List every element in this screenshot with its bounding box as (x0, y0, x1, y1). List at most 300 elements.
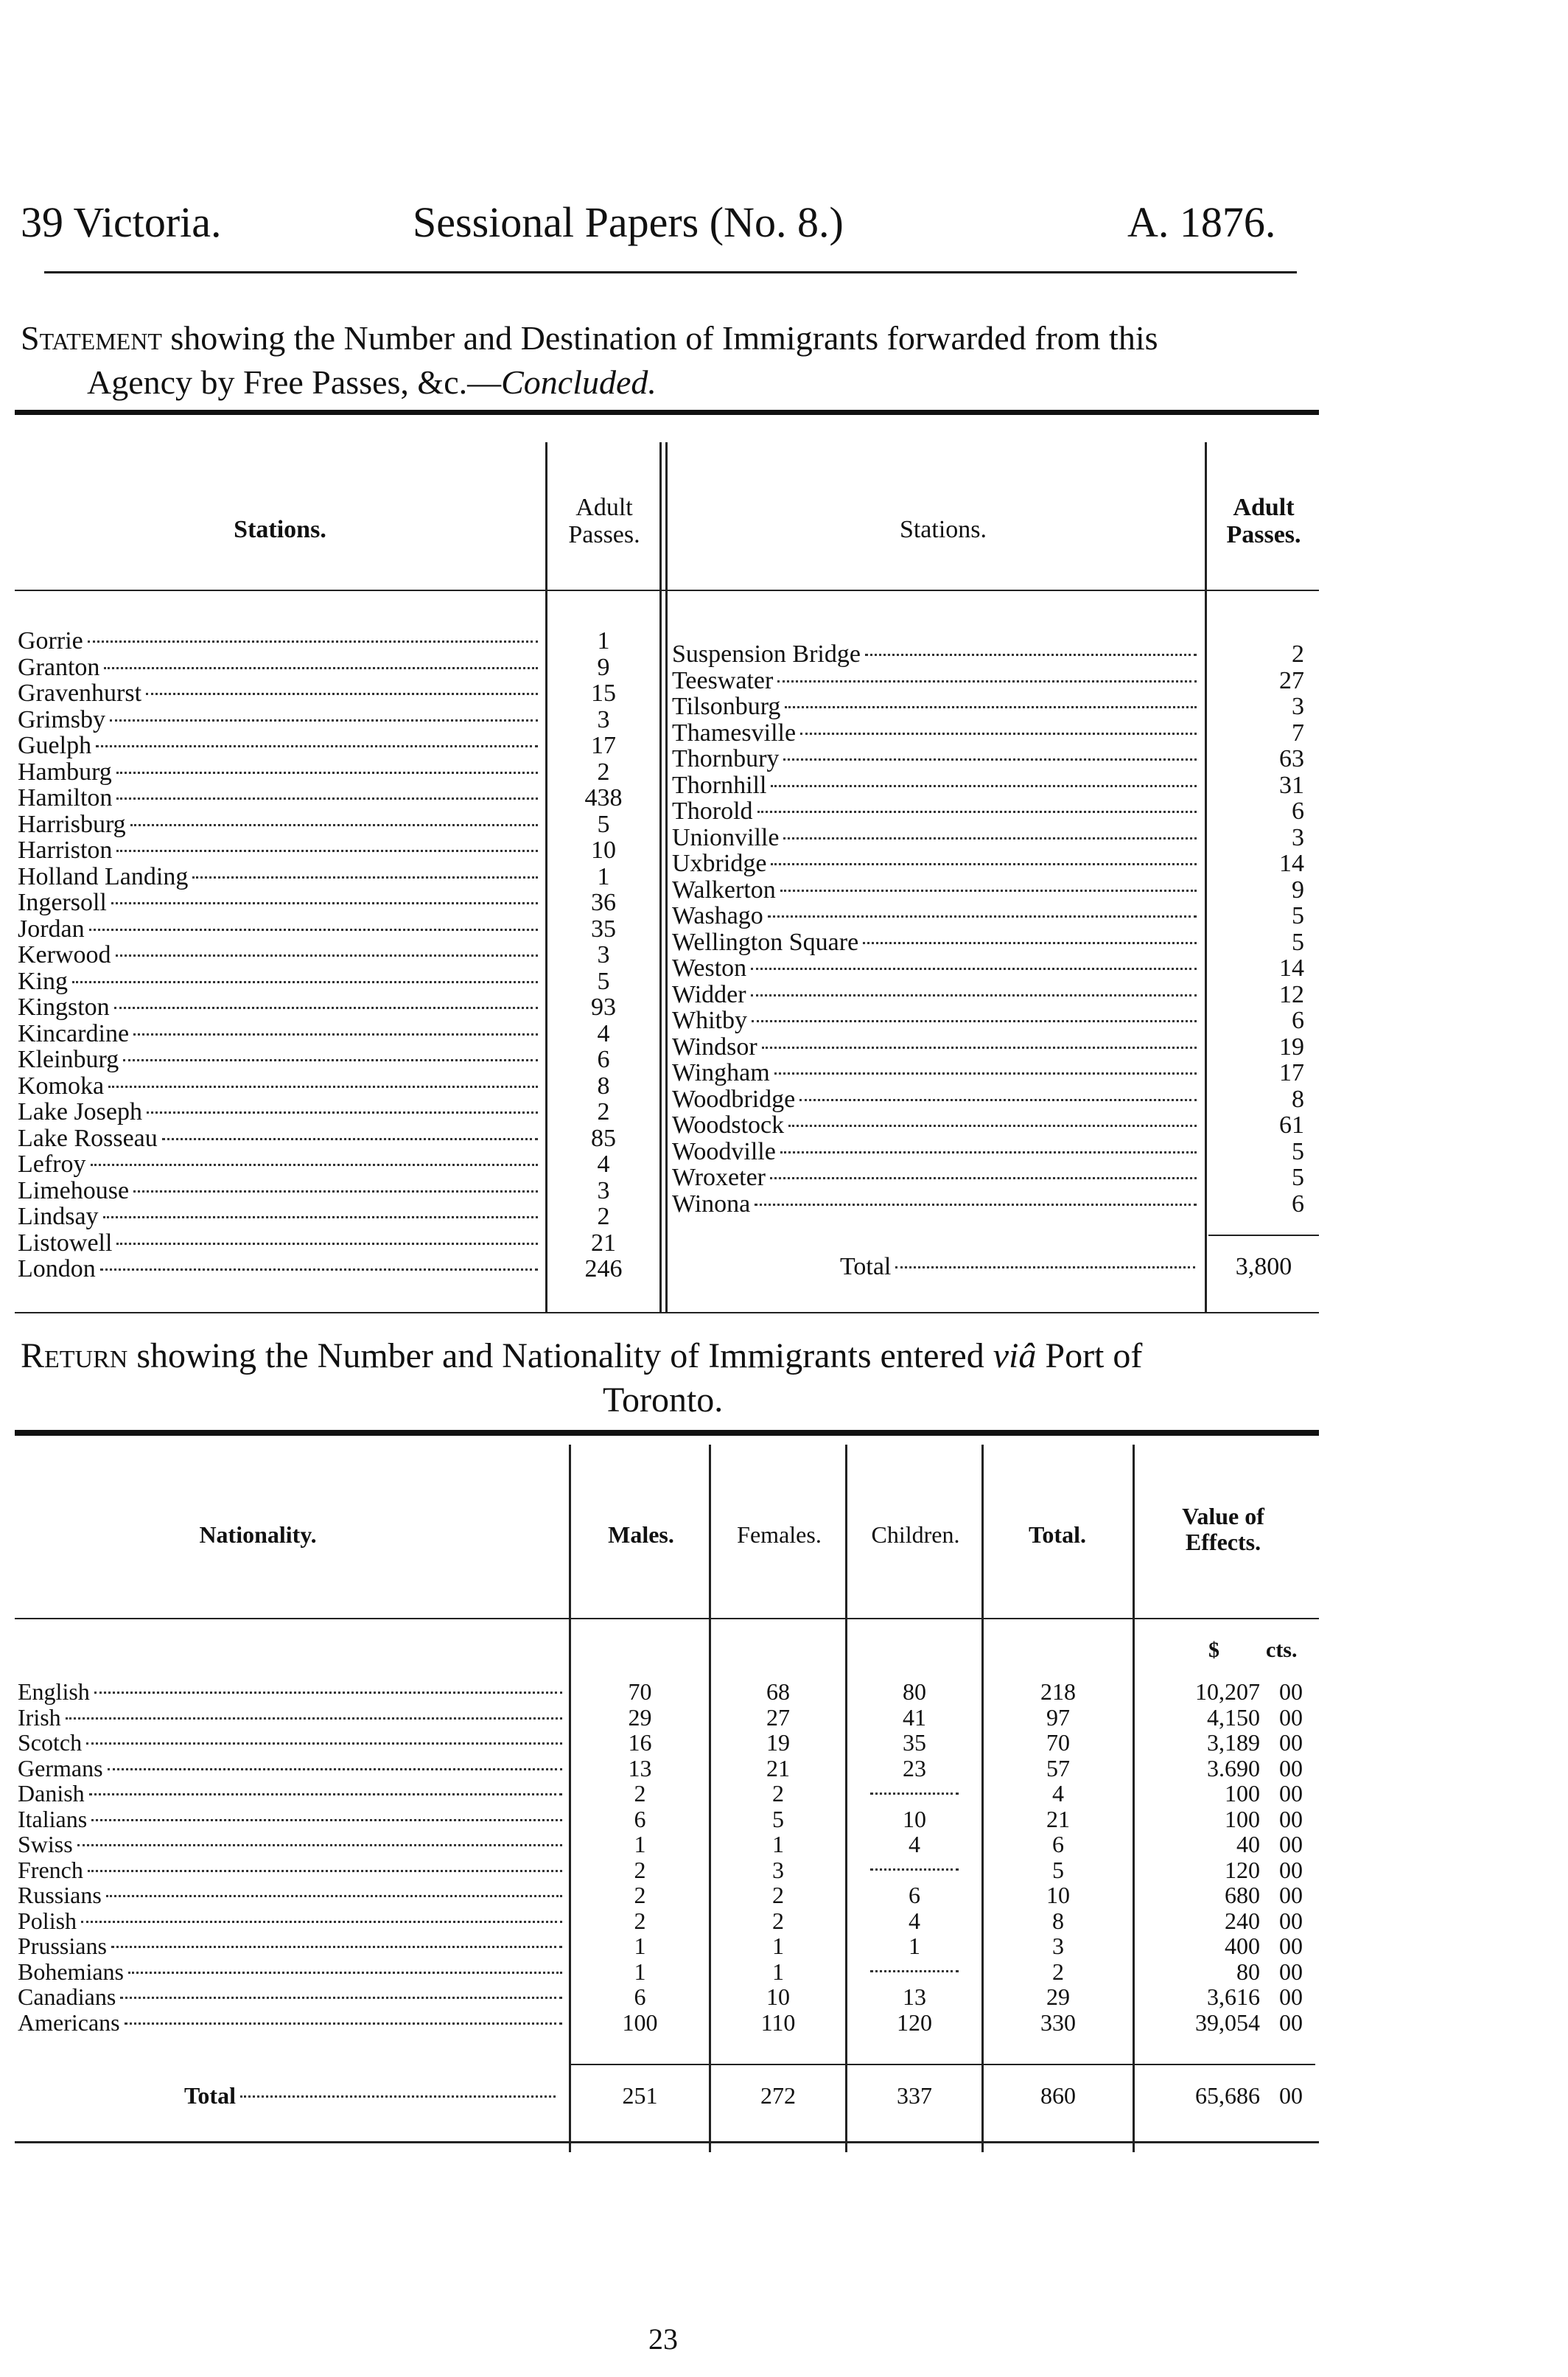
return-total-label: Total (184, 2082, 236, 2109)
return-dollars-col (1135, 1679, 1260, 2035)
leader-dots (777, 680, 1197, 683)
leader-dots (116, 850, 538, 852)
empty-dots (870, 1970, 959, 1972)
list-item (672, 1139, 1201, 1165)
header-right: A. 1876. (1127, 198, 1276, 246)
nationality-name: English (18, 1679, 90, 1705)
passes-label-1: Passes. (568, 521, 640, 549)
list-item (18, 680, 542, 707)
leader-dots (116, 772, 538, 774)
list-item (18, 1073, 542, 1100)
total-value: 70 (1046, 1729, 1070, 1756)
leader-dots (783, 758, 1197, 761)
leader-dots (103, 1216, 538, 1218)
station-name: Unionville (672, 824, 780, 851)
statement-top-rule (15, 410, 1319, 415)
children-value: 35 (903, 1729, 926, 1756)
dollars-value: 40 (1236, 1831, 1260, 1857)
leader-dots (120, 1997, 562, 1999)
statement-title (21, 318, 1158, 357)
list-item (672, 641, 1201, 668)
value-label-2: Effects. (1185, 1529, 1261, 1556)
dollars-value: 680 (1225, 1882, 1260, 1908)
males-value: 70 (628, 1678, 652, 1705)
table-row (18, 1705, 567, 1731)
list-item (672, 825, 1201, 851)
table-row (18, 1908, 567, 1934)
station-name: Kleinburg (18, 1047, 119, 1073)
leader-dots (770, 1177, 1197, 1179)
list-item (18, 1204, 542, 1230)
passes-value: 17 (1279, 1059, 1304, 1086)
passes-value: 15 (591, 680, 616, 707)
total-value: 6 (1052, 1831, 1064, 1857)
leader-dots (96, 745, 538, 747)
return-females-col (711, 1679, 845, 2035)
station-name: Winona (672, 1190, 751, 1217)
leader-dots (800, 733, 1197, 735)
return-total-col (984, 1679, 1133, 2035)
dollars-value: 3.690 (1207, 1754, 1260, 1781)
statement-vline-3 (665, 442, 668, 1312)
cents-value: 00 (1279, 1882, 1303, 1908)
females-value: 5 (772, 1805, 784, 1832)
statement-bottom-rule (15, 1312, 1319, 1313)
list-item (672, 772, 1201, 799)
cents-value: 00 (1279, 1933, 1303, 1959)
station-name: Thornhill (672, 772, 767, 798)
females-value: 1 (772, 1958, 784, 1985)
passes-value: 3 (597, 941, 610, 968)
leader-dots (88, 641, 538, 643)
passes-value: 5 (1292, 1164, 1304, 1191)
passes-value: 61 (1279, 1111, 1304, 1139)
dollars-value: 400 (1225, 1933, 1260, 1959)
nationality-name: French (18, 1857, 83, 1882)
total-value: 5 (1052, 1856, 1064, 1883)
units-cents: cts. (1266, 1638, 1298, 1662)
station-name: Kincardine (18, 1020, 130, 1047)
adult-label-2: Adult (1233, 494, 1295, 521)
males-value: 29 (628, 1703, 652, 1731)
passes-value: 63 (1279, 745, 1304, 772)
statement-title-lead: Statement (21, 319, 162, 357)
females-value: 27 (766, 1703, 790, 1731)
list-item (18, 1099, 542, 1125)
leader-dots (91, 1819, 562, 1821)
table-row (18, 2010, 567, 2036)
passes-value: 17 (591, 732, 616, 759)
station-name: Woodville (672, 1138, 776, 1165)
list-item (18, 837, 542, 864)
list-item (18, 785, 542, 811)
leader-dots (114, 1007, 538, 1009)
males-value: 2 (634, 1907, 646, 1934)
dollars-value: 120 (1225, 1856, 1260, 1883)
list-item (18, 1256, 542, 1282)
station-name: Lindsay (18, 1204, 99, 1230)
list-item (18, 968, 542, 995)
leader-dots (133, 1190, 538, 1193)
leader-dots (100, 1268, 538, 1271)
table-row (18, 1933, 567, 1959)
return-bottom-rule (15, 2141, 1319, 2143)
return-total-cents: 00 (1279, 2082, 1303, 2109)
passes-value: 5 (1292, 1137, 1304, 1165)
list-item (18, 1230, 542, 1257)
list-item (672, 877, 1201, 904)
station-name: Listowell (18, 1229, 113, 1256)
return-title-lead: Return (21, 1336, 128, 1375)
total-value: 330 (1040, 2008, 1076, 2036)
passes-value: 35 (591, 915, 616, 943)
table-row (18, 1832, 567, 1857)
adult-label-1: Adult (575, 494, 633, 521)
females-value: 19 (766, 1729, 790, 1756)
cents-value: 00 (1279, 1729, 1303, 1756)
units-dollar: $ (1208, 1638, 1219, 1662)
nationality-name: Bohemians (18, 1958, 124, 1984)
children-value: 10 (903, 1805, 926, 1832)
table-row (18, 1781, 567, 1807)
list-item (18, 1151, 542, 1178)
header-rule (44, 271, 1297, 273)
station-name: Harrisburg (18, 811, 126, 837)
passes-value: 246 (584, 1255, 623, 1282)
table-row (18, 1984, 567, 2010)
passes-value: 2 (597, 758, 610, 786)
cents-value: 00 (1279, 2008, 1303, 2036)
cents-value: 00 (1279, 1907, 1303, 1934)
list-item (18, 707, 542, 733)
males-value: 2 (634, 1780, 646, 1807)
return-cents-col (1269, 1679, 1313, 2035)
list-item (672, 798, 1201, 825)
list-item (672, 1060, 1201, 1086)
list-item (672, 955, 1201, 982)
station-name: Granton (18, 654, 100, 680)
leader-dots (104, 667, 538, 669)
station-name: Wroxeter (672, 1165, 766, 1191)
passes-value: 5 (1292, 928, 1304, 956)
empty-dots (870, 1868, 959, 1871)
leader-dots (116, 797, 538, 800)
list-item (672, 929, 1201, 956)
dollars-value: 100 (1225, 1780, 1260, 1807)
table-row (18, 1756, 567, 1781)
station-name: Windsor (672, 1033, 757, 1060)
statement-vline-1 (545, 442, 547, 1312)
station-name: Wingham (672, 1060, 770, 1086)
passes-value: 6 (1292, 797, 1304, 825)
list-item (672, 1086, 1201, 1113)
list-item (18, 1125, 542, 1152)
passes-value: 6 (1292, 1190, 1304, 1218)
cents-value: 00 (1279, 1780, 1303, 1807)
passes-value: 21 (591, 1229, 616, 1257)
cents-value: 00 (1279, 1754, 1303, 1781)
list-item (18, 628, 542, 655)
page-number: 23 (648, 2322, 678, 2356)
list-item (672, 1165, 1201, 1191)
females-value: 1 (772, 1831, 784, 1857)
females-value: 110 (760, 2008, 796, 2036)
list-item (18, 942, 542, 968)
statement-total-rule (1208, 1235, 1319, 1236)
leader-dots (133, 1033, 538, 1036)
leader-dots (72, 981, 538, 983)
males-value: 2 (634, 1882, 646, 1908)
statement-title-line2-text: Agency by Free Passes, &c.— (87, 363, 502, 401)
leader-dots (788, 1125, 1197, 1127)
passes-value: 9 (1292, 876, 1304, 904)
station-name: Tilsonburg (672, 694, 781, 720)
nationality-name: Danish (18, 1781, 85, 1807)
leader-dots (123, 1059, 538, 1061)
list-item (672, 746, 1201, 772)
return-total-females: 272 (760, 2082, 796, 2109)
passes-value: 1 (597, 862, 610, 890)
leader-dots (863, 942, 1197, 944)
station-name: Lake Joseph (18, 1099, 143, 1125)
leader-dots (751, 994, 1197, 996)
females-value: 21 (766, 1754, 790, 1781)
station-name: Komoka (18, 1072, 105, 1099)
list-item (672, 1191, 1201, 1218)
statement-left-list (18, 628, 542, 1282)
station-name: Woodstock (672, 1112, 785, 1139)
leader-dots (146, 693, 538, 695)
station-name: Weston (672, 955, 747, 982)
station-name: Hamilton (18, 785, 113, 811)
nationality-name: Canadians (18, 1984, 116, 2010)
leader-dots (106, 1895, 562, 1897)
children-value: 13 (903, 1983, 926, 2010)
dollars-value: 100 (1225, 1805, 1260, 1832)
passes-value: 1 (597, 627, 610, 655)
leader-dots (77, 1844, 562, 1846)
leader-dots (755, 1204, 1197, 1206)
nationality-name: Italians (18, 1806, 88, 1832)
leader-dots (774, 1072, 1197, 1075)
dollars-value: 3,189 (1207, 1729, 1260, 1756)
return-males-col (571, 1679, 709, 2035)
passes-value: 8 (1292, 1085, 1304, 1113)
list-item (18, 916, 542, 943)
table-row (18, 1882, 567, 1908)
return-title-line2: Toronto. (603, 1381, 724, 1420)
return-header-rule (15, 1618, 1319, 1619)
station-name: Gorrie (18, 628, 83, 655)
return-total-dollars: 65,686 (1195, 2082, 1260, 2109)
return-title (21, 1336, 1142, 1376)
list-item (672, 720, 1201, 747)
children-value: 6 (909, 1882, 920, 1908)
nationality-name: Americans (18, 2009, 120, 2035)
station-name: London (18, 1256, 96, 1282)
passes-value: 85 (591, 1124, 616, 1152)
leader-dots (762, 1047, 1197, 1049)
leader-dots (81, 1921, 562, 1923)
station-name: Thamesville (672, 719, 797, 746)
dollars-value: 3,616 (1207, 1983, 1260, 2010)
return-col-children: Children. (871, 1521, 960, 1548)
station-name: Washago (672, 903, 763, 929)
passes-value: 36 (591, 889, 616, 916)
leader-dots (130, 824, 538, 826)
cents-value: 00 (1279, 1856, 1303, 1883)
passes-value: 19 (1279, 1033, 1304, 1061)
list-item (18, 994, 542, 1021)
total-value: 3 (1052, 1933, 1064, 1959)
children-value: 1 (909, 1933, 920, 1959)
passes-value: 6 (597, 1046, 610, 1073)
passes-value: 7 (1292, 719, 1304, 747)
leader-dots (768, 915, 1197, 918)
passes-value: 14 (1279, 954, 1304, 982)
leader-dots (89, 1793, 562, 1795)
leader-dots (147, 1111, 538, 1114)
females-value: 68 (766, 1678, 790, 1705)
station-name: Grimsby (18, 706, 105, 733)
list-item (672, 1034, 1201, 1061)
nationality-name: Germans (18, 1755, 103, 1781)
cents-value: 00 (1279, 1678, 1303, 1705)
leader-dots (110, 719, 538, 722)
station-name: Kingston (18, 994, 110, 1021)
return-title-rest: showing the Number and Nationality of Immigrants entered (127, 1336, 993, 1375)
passes-value: 3 (597, 1176, 610, 1204)
leader-dots (111, 1946, 562, 1948)
table-row (18, 1959, 567, 1985)
list-item (18, 1021, 542, 1047)
children-empty (847, 1959, 981, 1985)
statement-col-stations-right: Stations. (899, 516, 987, 543)
return-col-females: Females. (737, 1521, 822, 1548)
list-item (672, 1112, 1201, 1139)
station-name: Suspension Bridge (672, 641, 861, 668)
leader-dots (86, 1742, 562, 1745)
station-name: Hamburg (18, 758, 112, 785)
total-value: 10 (1046, 1882, 1070, 1908)
leader-dots (192, 876, 538, 879)
statement-col-stations-left: Stations. (234, 516, 326, 543)
passes-value: 10 (591, 837, 616, 864)
passes-value: 3 (1292, 693, 1304, 720)
station-name: Jordan (18, 915, 85, 942)
passes-value: 31 (1279, 771, 1304, 799)
children-value: 120 (897, 2008, 932, 2036)
nationality-name: Prussians (18, 1933, 107, 1959)
passes-value: 5 (597, 810, 610, 838)
header-center: Sessional Papers (No. 8.) (413, 198, 844, 246)
leader-dots (780, 890, 1197, 892)
station-name: Lake Rosseau (18, 1125, 158, 1151)
list-item (18, 811, 542, 838)
dollars-value: 80 (1236, 1958, 1260, 1985)
nationality-name: Polish (18, 1907, 77, 1933)
passes-value: 14 (1279, 850, 1304, 877)
children-value: 4 (909, 1831, 920, 1857)
nationality-name: Swiss (18, 1832, 73, 1857)
dollars-value: 39,054 (1195, 2008, 1260, 2036)
return-top-rule (15, 1430, 1319, 1436)
total-value: 8 (1052, 1907, 1064, 1934)
total-value: 4 (1052, 1780, 1064, 1807)
station-name: Harriston (18, 837, 113, 864)
leader-dots (771, 785, 1197, 787)
children-value: 23 (903, 1754, 926, 1781)
females-value: 2 (772, 1780, 784, 1807)
return-col-males: Males. (608, 1521, 674, 1548)
list-item (18, 864, 542, 890)
dollars-value: 10,207 (1195, 1678, 1260, 1705)
statement-title-line2 (87, 363, 657, 402)
females-value: 1 (772, 1933, 784, 1959)
passes-value: 438 (584, 784, 623, 811)
leader-dots (91, 1164, 538, 1166)
leader-dots (66, 1717, 562, 1720)
children-value: 80 (903, 1678, 926, 1705)
list-item (672, 851, 1201, 877)
station-name: Thorold (672, 798, 753, 825)
return-col-total: Total. (1029, 1521, 1086, 1548)
passes-value: 2 (1292, 641, 1304, 668)
females-value: 2 (772, 1882, 784, 1908)
leader-dots (771, 863, 1197, 865)
passes-value: 3 (597, 705, 610, 733)
statement-vline-2 (659, 442, 662, 1312)
leader-dots (128, 1972, 562, 1974)
return-col-value (1135, 1504, 1312, 1555)
statement-total-value: 3,800 (1235, 1253, 1292, 1280)
statement-header-rule (15, 590, 1319, 591)
cents-value: 00 (1279, 1805, 1303, 1832)
cents-value: 00 (1279, 1703, 1303, 1731)
passes-label-2: Passes. (1226, 521, 1301, 549)
passes-value: 2 (597, 1203, 610, 1230)
table-row (18, 1857, 567, 1883)
return-nationality-list (18, 1679, 567, 2035)
leader-dots (240, 2095, 556, 2098)
station-name: Uxbridge (672, 851, 767, 877)
return-title-end: Port of (1036, 1336, 1143, 1375)
leader-dots (94, 1692, 562, 1694)
statement-col-adult-right (1208, 494, 1319, 549)
leader-dots (108, 1768, 562, 1770)
passes-value: 5 (1292, 902, 1304, 929)
males-value: 1 (634, 1933, 646, 1959)
statement-title-rest: showing the Number and Destination of Immigrants forwarded from this (161, 319, 1158, 357)
station-name: Kerwood (18, 942, 111, 968)
leader-dots (757, 811, 1197, 813)
statement-right-values (1208, 641, 1319, 1217)
leader-dots (752, 1020, 1197, 1022)
children-empty (847, 1857, 981, 1883)
passes-value: 5 (597, 967, 610, 995)
station-name: Woodbridge (672, 1086, 796, 1112)
nationality-name: Irish (18, 1704, 61, 1730)
leader-dots (785, 706, 1197, 708)
passes-value: 93 (591, 994, 616, 1021)
station-name: Walkerton (672, 876, 776, 903)
station-name: Thornbury (672, 746, 780, 772)
return-total-children: 337 (897, 2082, 932, 2109)
leader-dots (799, 1099, 1197, 1101)
statement-total-label: Total (840, 1253, 892, 1280)
list-item (672, 982, 1201, 1008)
table-row (18, 1730, 567, 1756)
